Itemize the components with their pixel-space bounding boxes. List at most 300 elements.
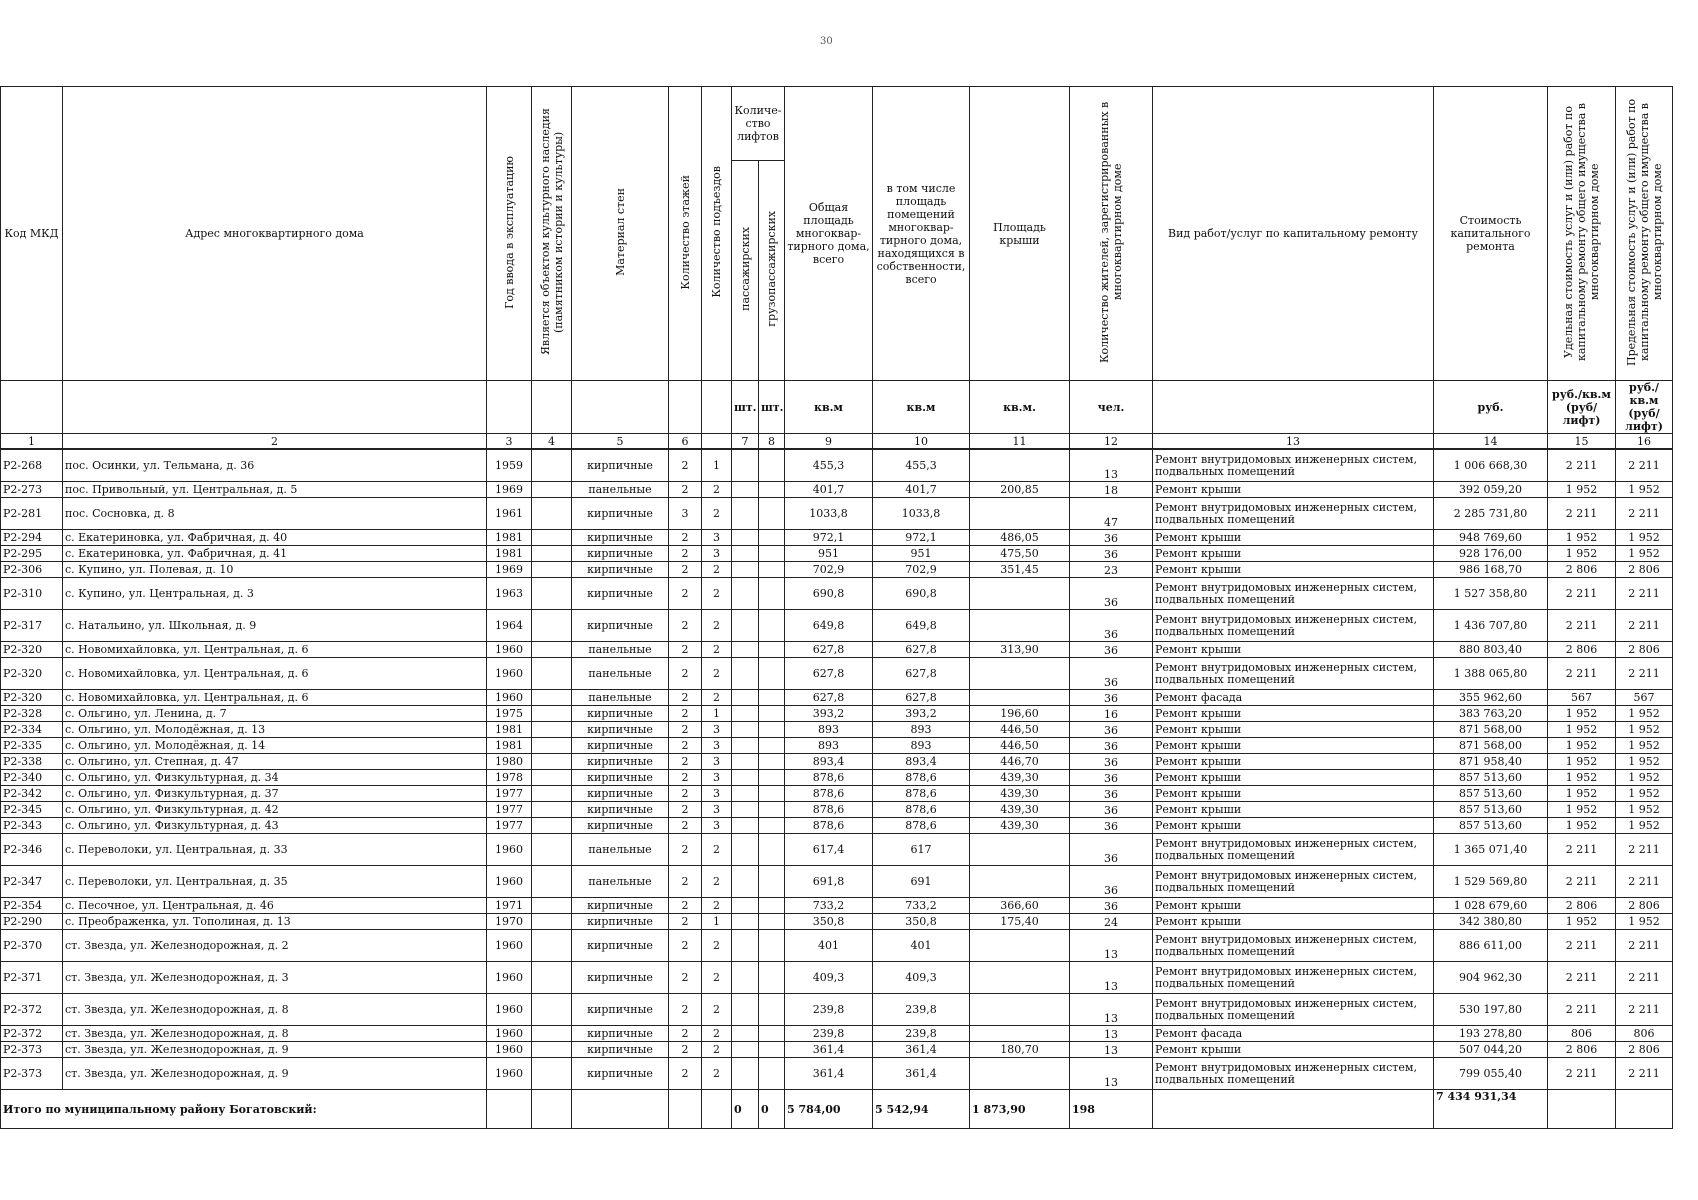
cell-year: 1960 bbox=[487, 690, 532, 706]
cell-floors: 2 bbox=[669, 690, 702, 706]
cell-work-type: Ремонт крыши bbox=[1153, 898, 1434, 914]
table-row bbox=[1, 898, 1673, 914]
cell-lifts-pass bbox=[732, 706, 759, 722]
column-number: 11 bbox=[970, 434, 1070, 450]
cell-owned-area: 878,6 bbox=[873, 770, 970, 786]
cell-lifts-cargo bbox=[759, 482, 785, 498]
header-owned-area: в том числе площадь помещений многоквар-тирного дома, находящихся в собственности, всего bbox=[873, 87, 970, 381]
cell-limit-cost: 2 211 bbox=[1616, 578, 1673, 610]
cell-year: 1981 bbox=[487, 738, 532, 754]
table-row bbox=[1, 738, 1673, 754]
cell-floors: 2 bbox=[669, 930, 702, 962]
cell-lifts-cargo bbox=[759, 738, 785, 754]
table-row bbox=[1, 914, 1673, 930]
cell-heritage bbox=[532, 786, 572, 802]
cell-total-area: 627,8 bbox=[785, 642, 873, 658]
cell-limit-cost: 2 806 bbox=[1616, 562, 1673, 578]
column-number: 7 bbox=[732, 434, 759, 450]
column-number: 12 bbox=[1070, 434, 1153, 450]
cell-floors: 2 bbox=[669, 1042, 702, 1058]
cell-entrances: 2 bbox=[702, 658, 732, 690]
cell-address: с. Натальино, ул. Школьная, д. 9 bbox=[63, 610, 487, 642]
cell-year: 1981 bbox=[487, 530, 532, 546]
cell-residents: 36 bbox=[1070, 578, 1153, 610]
cell-unit-cost: 2 806 bbox=[1548, 898, 1616, 914]
cell-address: с. Ольгино, ул. Ленина, д. 7 bbox=[63, 706, 487, 722]
cell-floors: 2 bbox=[669, 562, 702, 578]
column-number: 4 bbox=[532, 434, 572, 450]
cell-roof-area bbox=[970, 1058, 1070, 1090]
cell-lifts-pass bbox=[732, 962, 759, 994]
cell-work-type: Ремонт крыши bbox=[1153, 642, 1434, 658]
cell-code: Р2-320 bbox=[1, 642, 63, 658]
cell-limit-cost: 1 952 bbox=[1616, 770, 1673, 786]
cell-wall: кирпичные bbox=[572, 754, 669, 770]
cell-cost: 355 962,60 bbox=[1434, 690, 1548, 706]
table-row bbox=[1, 818, 1673, 834]
cell-limit-cost: 2 211 bbox=[1616, 1058, 1673, 1090]
table-row bbox=[1, 786, 1673, 802]
cell-cost: 1 028 679,60 bbox=[1434, 898, 1548, 914]
header-lifts-pass: пассажирских bbox=[738, 227, 752, 311]
cell-floors: 2 bbox=[669, 1026, 702, 1042]
cell-floors: 2 bbox=[669, 530, 702, 546]
cell-roof-area: 446,50 bbox=[970, 738, 1070, 754]
cell-residents: 13 bbox=[1070, 1042, 1153, 1058]
cell-heritage bbox=[532, 770, 572, 786]
cell-code: Р2-268 bbox=[1, 449, 63, 482]
cell-entrances: 2 bbox=[702, 1058, 732, 1090]
cell-address: с. Песочное, ул. Центральная, д. 46 bbox=[63, 898, 487, 914]
cell-code: Р2-345 bbox=[1, 802, 63, 818]
cell-lifts-pass bbox=[732, 722, 759, 738]
cell-cost: 1 436 707,80 bbox=[1434, 610, 1548, 642]
header-heritage: Является объектом культурного наследия (памятником истории и культуры) bbox=[538, 108, 565, 356]
cell-cost: 886 611,00 bbox=[1434, 930, 1548, 962]
cell-floors: 3 bbox=[669, 498, 702, 530]
cell-wall: кирпичные bbox=[572, 962, 669, 994]
cell-entrances: 2 bbox=[702, 866, 732, 898]
table-row bbox=[1, 530, 1673, 546]
cell-wall: кирпичные bbox=[572, 786, 669, 802]
cell-wall: кирпичные bbox=[572, 578, 669, 610]
cell-lifts-cargo bbox=[759, 562, 785, 578]
header-total-area: Общая площадь многоквар-тирного дома, всего bbox=[785, 87, 873, 381]
cell-lifts-pass bbox=[732, 930, 759, 962]
cell-code: Р2-346 bbox=[1, 834, 63, 866]
cell-entrances: 1 bbox=[702, 706, 732, 722]
cell-residents: 13 bbox=[1070, 994, 1153, 1026]
cell-lifts-pass bbox=[732, 738, 759, 754]
table-row bbox=[1, 642, 1673, 658]
cell-owned-area: 893,4 bbox=[873, 754, 970, 770]
cell-year: 1960 bbox=[487, 658, 532, 690]
cell-limit-cost: 1 952 bbox=[1616, 530, 1673, 546]
cell-cost: 871 568,00 bbox=[1434, 738, 1548, 754]
header-floors: Количество этажей bbox=[678, 174, 692, 290]
cell-limit-cost: 1 952 bbox=[1616, 546, 1673, 562]
cell-lifts-cargo bbox=[759, 706, 785, 722]
cell-total-area: 893,4 bbox=[785, 754, 873, 770]
cell-wall: кирпичные bbox=[572, 802, 669, 818]
cell-heritage bbox=[532, 546, 572, 562]
cell-unit-cost: 2 211 bbox=[1548, 578, 1616, 610]
cell-cost: 799 055,40 bbox=[1434, 1058, 1548, 1090]
cell-total-area: 878,6 bbox=[785, 786, 873, 802]
cell-lifts-pass bbox=[732, 498, 759, 530]
cell-cost: 1 529 569,80 bbox=[1434, 866, 1548, 898]
cell-year: 1960 bbox=[487, 642, 532, 658]
cell-heritage bbox=[532, 706, 572, 722]
cell-total-area: 239,8 bbox=[785, 994, 873, 1026]
cell-cost: 1 388 065,80 bbox=[1434, 658, 1548, 690]
table-row bbox=[1, 722, 1673, 738]
cell-address: ст. Звезда, ул. Железнодорожная, д. 8 bbox=[63, 994, 487, 1026]
cell-cost: 193 278,80 bbox=[1434, 1026, 1548, 1042]
cell-total-area: 878,6 bbox=[785, 770, 873, 786]
cell-wall: панельные bbox=[572, 690, 669, 706]
cell-code: Р2-373 bbox=[1, 1042, 63, 1058]
cell-year: 1969 bbox=[487, 482, 532, 498]
cell-cost: 948 769,60 bbox=[1434, 530, 1548, 546]
cell-address: с. Переволоки, ул. Центральная, д. 35 bbox=[63, 866, 487, 898]
cell-cost: 1 527 358,80 bbox=[1434, 578, 1548, 610]
cell-unit-cost: 2 211 bbox=[1548, 1058, 1616, 1090]
cell-lifts-cargo bbox=[759, 498, 785, 530]
cell-floors: 2 bbox=[669, 786, 702, 802]
cell-cost: 857 513,60 bbox=[1434, 802, 1548, 818]
table-row bbox=[1, 690, 1673, 706]
cell-floors: 2 bbox=[669, 738, 702, 754]
cell-lifts-cargo bbox=[759, 658, 785, 690]
header-unit-cost: Удельная стоимость услуг и (или) работ по капитальному ремонту общего имущества в многоквартирном доме bbox=[1562, 103, 1601, 361]
cell-lifts-cargo bbox=[759, 866, 785, 898]
table-row bbox=[1, 578, 1673, 610]
cell-lifts-cargo bbox=[759, 610, 785, 642]
cell-roof-area bbox=[970, 1026, 1070, 1042]
cell-lifts-pass bbox=[732, 802, 759, 818]
cell-year: 1981 bbox=[487, 722, 532, 738]
table-row bbox=[1, 658, 1673, 690]
cell-limit-cost: 2 211 bbox=[1616, 610, 1673, 642]
cell-owned-area: 239,8 bbox=[873, 994, 970, 1026]
cell-owned-area: 361,4 bbox=[873, 1058, 970, 1090]
column-number: 6 bbox=[669, 434, 702, 450]
total-owned-area: 5 542,94 bbox=[873, 1090, 970, 1129]
cell-heritage bbox=[532, 578, 572, 610]
cell-wall: кирпичные bbox=[572, 546, 669, 562]
cell-address: с. Новомихайловка, ул. Центральная, д. 6 bbox=[63, 690, 487, 706]
cell-heritage bbox=[532, 834, 572, 866]
cell-owned-area: 627,8 bbox=[873, 658, 970, 690]
cell-limit-cost: 1 952 bbox=[1616, 818, 1673, 834]
cell-roof-area: 175,40 bbox=[970, 914, 1070, 930]
cell-limit-cost: 1 952 bbox=[1616, 738, 1673, 754]
cell-lifts-pass bbox=[732, 770, 759, 786]
cell-owned-area: 617 bbox=[873, 834, 970, 866]
cell-limit-cost: 2 806 bbox=[1616, 1042, 1673, 1058]
cell-lifts-pass bbox=[732, 994, 759, 1026]
table-row bbox=[1, 1058, 1673, 1090]
cell-year: 1960 bbox=[487, 994, 532, 1026]
cell-residents: 36 bbox=[1070, 658, 1153, 690]
cell-code: Р2-354 bbox=[1, 898, 63, 914]
cell-residents: 36 bbox=[1070, 738, 1153, 754]
cell-total-area: 393,2 bbox=[785, 706, 873, 722]
cell-lifts-cargo bbox=[759, 578, 785, 610]
total-cost: 7 434 931,34 bbox=[1434, 1090, 1548, 1129]
cell-entrances: 3 bbox=[702, 786, 732, 802]
cell-heritage bbox=[532, 562, 572, 578]
cell-wall: панельные bbox=[572, 482, 669, 498]
cell-floors: 2 bbox=[669, 898, 702, 914]
cell-total-area: 617,4 bbox=[785, 834, 873, 866]
cell-residents: 24 bbox=[1070, 914, 1153, 930]
cell-work-type: Ремонт внутридомовых инженерных систем, подвальных помещений bbox=[1153, 994, 1434, 1026]
cell-heritage bbox=[532, 1026, 572, 1042]
cell-cost: 986 168,70 bbox=[1434, 562, 1548, 578]
cell-owned-area: 409,3 bbox=[873, 962, 970, 994]
unit-pcs: шт. bbox=[759, 381, 785, 434]
cell-limit-cost: 1 952 bbox=[1616, 786, 1673, 802]
cell-roof-area: 313,90 bbox=[970, 642, 1070, 658]
cell-roof-area bbox=[970, 834, 1070, 866]
cell-floors: 2 bbox=[669, 754, 702, 770]
cell-address: с. Екатериновка, ул. Фабричная, д. 40 bbox=[63, 530, 487, 546]
cell-work-type: Ремонт крыши bbox=[1153, 1042, 1434, 1058]
cell-heritage bbox=[532, 1058, 572, 1090]
cell-year: 1975 bbox=[487, 706, 532, 722]
total-label: Итого по муниципальному району Богатовский: bbox=[1, 1090, 487, 1129]
table-row bbox=[1, 834, 1673, 866]
table-row bbox=[1, 706, 1673, 722]
cell-address: пос. Осинки, ул. Тельмана, д. 36 bbox=[63, 449, 487, 482]
cell-entrances: 3 bbox=[702, 530, 732, 546]
cell-wall: кирпичные bbox=[572, 722, 669, 738]
cell-entrances: 2 bbox=[702, 610, 732, 642]
cell-wall: кирпичные bbox=[572, 562, 669, 578]
cell-work-type: Ремонт внутридомовых инженерных систем, подвальных помещений bbox=[1153, 578, 1434, 610]
cell-entrances: 3 bbox=[702, 818, 732, 834]
cell-code: Р2-281 bbox=[1, 498, 63, 530]
cell-work-type: Ремонт внутридомовых инженерных систем, подвальных помещений bbox=[1153, 449, 1434, 482]
cell-code: Р2-335 bbox=[1, 738, 63, 754]
cell-unit-cost: 1 952 bbox=[1548, 818, 1616, 834]
cell-roof-area bbox=[970, 610, 1070, 642]
cell-wall: кирпичные bbox=[572, 530, 669, 546]
cell-owned-area: 878,6 bbox=[873, 786, 970, 802]
cell-year: 1960 bbox=[487, 834, 532, 866]
table-row bbox=[1, 449, 1673, 482]
cell-year: 1977 bbox=[487, 818, 532, 834]
cell-cost: 2 285 731,80 bbox=[1434, 498, 1548, 530]
cell-roof-area: 439,30 bbox=[970, 818, 1070, 834]
cell-address: ст. Звезда, ул. Железнодорожная, д. 9 bbox=[63, 1042, 487, 1058]
cell-entrances: 1 bbox=[702, 449, 732, 482]
cell-limit-cost: 1 952 bbox=[1616, 802, 1673, 818]
cell-entrances: 1 bbox=[702, 914, 732, 930]
cell-address: с. Новомихайловка, ул. Центральная, д. 6 bbox=[63, 642, 487, 658]
cell-code: Р2-343 bbox=[1, 818, 63, 834]
cell-limit-cost: 2 211 bbox=[1616, 498, 1673, 530]
cell-entrances: 2 bbox=[702, 994, 732, 1026]
cell-roof-area: 439,30 bbox=[970, 770, 1070, 786]
cell-code: Р2-317 bbox=[1, 610, 63, 642]
cell-limit-cost: 2 211 bbox=[1616, 658, 1673, 690]
total-lifts-cargo: 0 bbox=[759, 1090, 785, 1129]
cell-cost: 928 176,00 bbox=[1434, 546, 1548, 562]
cell-roof-area bbox=[970, 962, 1070, 994]
cell-owned-area: 649,8 bbox=[873, 610, 970, 642]
cell-floors: 2 bbox=[669, 914, 702, 930]
cell-roof-area bbox=[970, 866, 1070, 898]
cell-work-type: Ремонт крыши bbox=[1153, 546, 1434, 562]
cell-limit-cost: 1 952 bbox=[1616, 482, 1673, 498]
cell-entrances: 2 bbox=[702, 1026, 732, 1042]
cell-heritage bbox=[532, 1042, 572, 1058]
cell-floors: 2 bbox=[669, 578, 702, 610]
cell-owned-area: 878,6 bbox=[873, 818, 970, 834]
cell-wall: кирпичные bbox=[572, 898, 669, 914]
cell-year: 1960 bbox=[487, 1042, 532, 1058]
cell-address: с. Переволоки, ул. Центральная, д. 33 bbox=[63, 834, 487, 866]
cell-entrances: 3 bbox=[702, 722, 732, 738]
cell-cost: 1 006 668,30 bbox=[1434, 449, 1548, 482]
cell-lifts-cargo bbox=[759, 914, 785, 930]
cell-limit-cost: 1 952 bbox=[1616, 754, 1673, 770]
cell-unit-cost: 2 211 bbox=[1548, 610, 1616, 642]
cell-lifts-pass bbox=[732, 1058, 759, 1090]
cell-heritage bbox=[532, 930, 572, 962]
unit-pcs: шт. bbox=[732, 381, 759, 434]
cell-wall: кирпичные bbox=[572, 1042, 669, 1058]
cell-address: с. Ольгино, ул. Молодёжная, д. 14 bbox=[63, 738, 487, 754]
capital-repair-table bbox=[0, 86, 1673, 1129]
cell-year: 1960 bbox=[487, 1058, 532, 1090]
total-lifts-pass: 0 bbox=[732, 1090, 759, 1129]
cell-work-type: Ремонт крыши bbox=[1153, 770, 1434, 786]
cell-residents: 36 bbox=[1070, 818, 1153, 834]
cell-unit-cost: 2 211 bbox=[1548, 994, 1616, 1026]
cell-unit-cost: 2 806 bbox=[1548, 562, 1616, 578]
cell-limit-cost: 2 211 bbox=[1616, 866, 1673, 898]
unit-rub-sqm: руб./кв.м (руб/лифт) bbox=[1616, 381, 1673, 434]
table-row bbox=[1, 770, 1673, 786]
unit-sqm: кв.м bbox=[785, 381, 873, 434]
header-work-type: Вид работ/услуг по капитальному ремонту bbox=[1153, 87, 1434, 381]
cell-unit-cost: 2 211 bbox=[1548, 834, 1616, 866]
cell-total-area: 239,8 bbox=[785, 1026, 873, 1042]
cell-code: Р2-320 bbox=[1, 658, 63, 690]
column-number: 2 bbox=[63, 434, 487, 450]
total-area: 5 784,00 bbox=[785, 1090, 873, 1129]
cell-heritage bbox=[532, 962, 572, 994]
cell-wall: кирпичные bbox=[572, 449, 669, 482]
cell-roof-area: 446,50 bbox=[970, 722, 1070, 738]
cell-heritage bbox=[532, 658, 572, 690]
cell-heritage bbox=[532, 754, 572, 770]
cell-entrances: 2 bbox=[702, 578, 732, 610]
cell-total-area: 627,8 bbox=[785, 690, 873, 706]
cell-entrances: 3 bbox=[702, 738, 732, 754]
cell-wall: кирпичные bbox=[572, 1026, 669, 1042]
cell-year: 1970 bbox=[487, 914, 532, 930]
header-code: Код МКД bbox=[1, 87, 63, 381]
cell-year: 1960 bbox=[487, 866, 532, 898]
cell-roof-area: 366,60 bbox=[970, 898, 1070, 914]
cell-roof-area: 446,70 bbox=[970, 754, 1070, 770]
cell-unit-cost: 2 211 bbox=[1548, 962, 1616, 994]
header-year: Год ввода в эксплуатацию bbox=[502, 155, 516, 309]
cell-work-type: Ремонт внутридомовых инженерных систем, подвальных помещений bbox=[1153, 658, 1434, 690]
cell-entrances: 2 bbox=[702, 482, 732, 498]
cell-code: Р2-340 bbox=[1, 770, 63, 786]
cell-owned-area: 239,8 bbox=[873, 1026, 970, 1042]
cell-roof-area: 439,30 bbox=[970, 786, 1070, 802]
cell-owned-area: 361,4 bbox=[873, 1042, 970, 1058]
cell-address: с. Ольгино, ул. Физкультурная, д. 34 bbox=[63, 770, 487, 786]
cell-residents: 36 bbox=[1070, 834, 1153, 866]
cell-floors: 2 bbox=[669, 722, 702, 738]
cell-code: Р2-338 bbox=[1, 754, 63, 770]
cell-address: ст. Звезда, ул. Железнодорожная, д. 3 bbox=[63, 962, 487, 994]
cell-total-area: 893 bbox=[785, 722, 873, 738]
cell-cost: 871 958,40 bbox=[1434, 754, 1548, 770]
cell-lifts-pass bbox=[732, 786, 759, 802]
cell-residents: 36 bbox=[1070, 690, 1153, 706]
column-number: 15 bbox=[1548, 434, 1616, 450]
cell-year: 1969 bbox=[487, 562, 532, 578]
cell-code: Р2-347 bbox=[1, 866, 63, 898]
cell-owned-area: 893 bbox=[873, 722, 970, 738]
cell-address: с. Екатериновка, ул. Фабричная, д. 41 bbox=[63, 546, 487, 562]
cell-wall: панельные bbox=[572, 642, 669, 658]
table-body bbox=[1, 449, 1673, 1090]
cell-lifts-pass bbox=[732, 818, 759, 834]
cell-work-type: Ремонт крыши bbox=[1153, 738, 1434, 754]
cell-wall: кирпичные bbox=[572, 738, 669, 754]
cell-heritage bbox=[532, 482, 572, 498]
column-number: 5 bbox=[572, 434, 669, 450]
cell-year: 1959 bbox=[487, 449, 532, 482]
cell-floors: 2 bbox=[669, 818, 702, 834]
table-row bbox=[1, 562, 1673, 578]
cell-residents: 36 bbox=[1070, 530, 1153, 546]
cell-unit-cost: 1 952 bbox=[1548, 786, 1616, 802]
cell-year: 1977 bbox=[487, 802, 532, 818]
header-entrances: Количество подъездов bbox=[710, 166, 723, 298]
cell-roof-area: 200,85 bbox=[970, 482, 1070, 498]
unit-rub: руб. bbox=[1434, 381, 1548, 434]
cell-total-area: 972,1 bbox=[785, 530, 873, 546]
column-number: 3 bbox=[487, 434, 532, 450]
cell-work-type: Ремонт внутридомовых инженерных систем, подвальных помещений bbox=[1153, 834, 1434, 866]
header-limit-cost: Предельная стоимость услуг и (или) работ по капитальному ремонту общего имущества в многоквартирном доме bbox=[1624, 98, 1664, 366]
cell-owned-area: 401,7 bbox=[873, 482, 970, 498]
cell-entrances: 2 bbox=[702, 690, 732, 706]
cell-residents: 36 bbox=[1070, 866, 1153, 898]
cell-year: 1971 bbox=[487, 898, 532, 914]
cell-lifts-cargo bbox=[759, 1042, 785, 1058]
cell-lifts-pass bbox=[732, 642, 759, 658]
cell-total-area: 702,9 bbox=[785, 562, 873, 578]
cell-year: 1960 bbox=[487, 1026, 532, 1042]
total-row bbox=[1, 1090, 1673, 1129]
cell-year: 1977 bbox=[487, 786, 532, 802]
cell-unit-cost: 1 952 bbox=[1548, 546, 1616, 562]
cell-roof-area bbox=[970, 658, 1070, 690]
cell-cost: 857 513,60 bbox=[1434, 818, 1548, 834]
